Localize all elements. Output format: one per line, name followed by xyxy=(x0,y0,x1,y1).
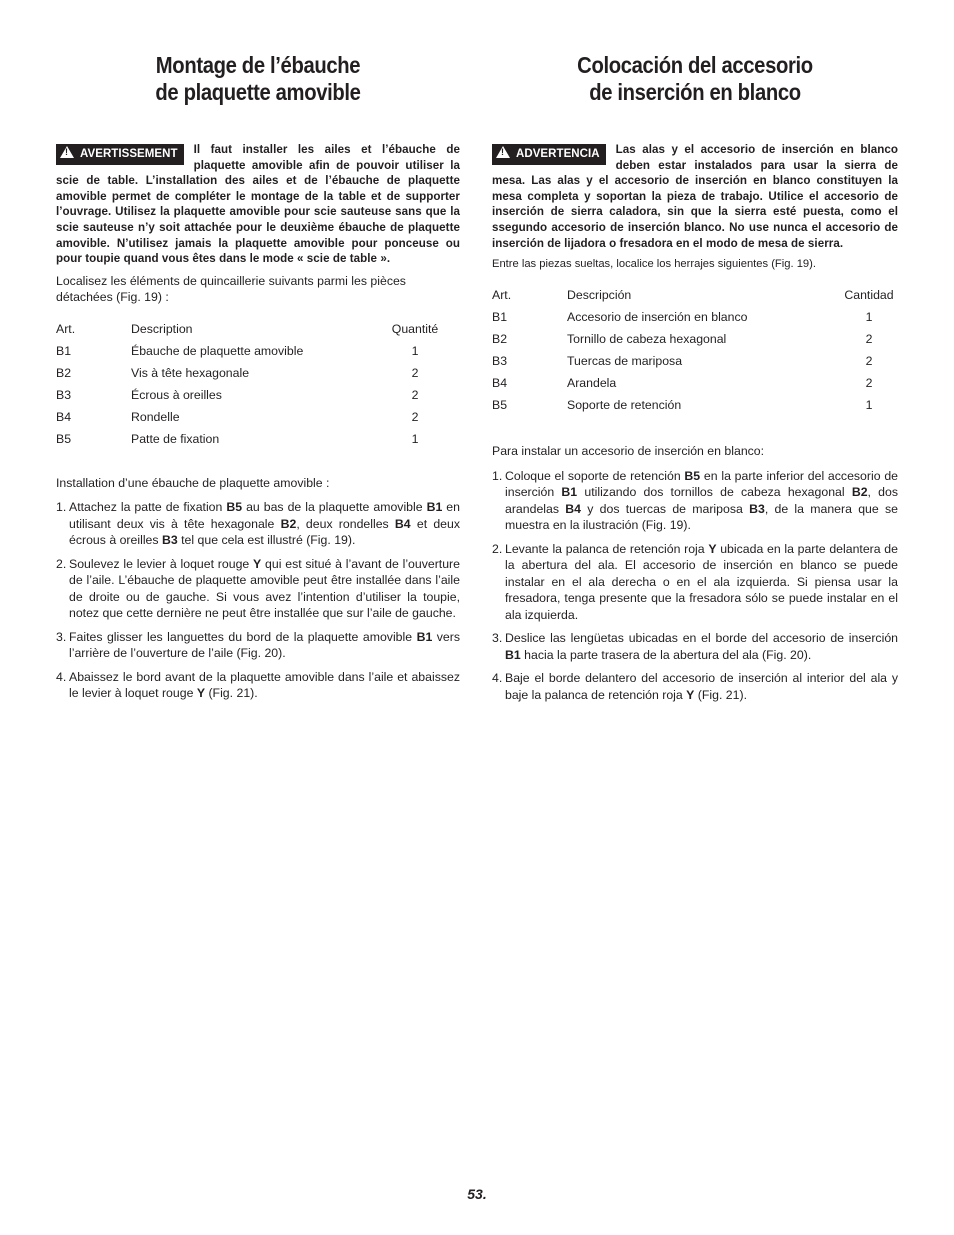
spanish-warning-badge xyxy=(492,144,606,165)
table-row xyxy=(492,306,898,328)
row-art: B3 xyxy=(56,387,72,402)
spanish-column xyxy=(492,52,898,710)
spanish-title-line1: Colocación del accesorio xyxy=(577,52,813,78)
french-column xyxy=(56,52,460,709)
list-item: 3. Deslice las lengüetas ubicadas en el borde del accesorio de inserción B1 hacia la parte trasera de la abertura del ala (Fig. 20). xyxy=(492,631,898,662)
list-item: 1. Attachez la patte de fixation B5 au bas de la plaquette amovible B1 en utilisant deux vis à tête hexagonale B2, deux rondelles B4 et deux écrous à oreilles B3 tel que cela est illustré (Fig. 19). xyxy=(56,500,460,548)
row-quantity: 2 xyxy=(411,409,419,424)
table-row xyxy=(492,328,898,350)
row-art: B5 xyxy=(492,398,508,413)
spanish-warning-text: Las alas y el accesorio de inserción en blanco deben estar instalados para usar la sierra de mesa. Las alas y el accesorio de inserción en blanco constituyen la mesa completa y soportan la pieza de trabajo. Utilice el accesorio de inserción de sierra caladora, sin que la sierra esté puesta, como el ssegundo accesorio de inserción blanco. No use nunca el accesorio de inserción de lijadora o fresadora en el modo de mesa de sierra. xyxy=(492,143,898,250)
french-install-intro: Installation d’une ébauche de plaquette amovible : xyxy=(56,475,330,490)
header-description: Descripción xyxy=(567,288,632,303)
spanish-install-intro: Para instalar un accesorio de inserción en blanco: xyxy=(492,444,765,459)
header-description: Description xyxy=(131,321,193,336)
french-steps xyxy=(56,499,460,702)
list-item: 2. Levante la palanca de retención roja Y ubicada en la parte delantera de la abertura del ala. El accesorio de inserción en blanco se puede instalar en el ala derecha o en el ala izquierda. Si piensa usar la fresadora, tenga presente que la fresadora sólo se puede instalar en el ala izquierda. xyxy=(492,541,898,622)
row-quantity: 2 xyxy=(865,332,873,347)
row-description: Accesorio de inserción en blanco xyxy=(567,310,748,325)
row-description: Ébauche de plaquette amovible xyxy=(131,343,304,358)
row-description: Écrous à oreilles xyxy=(131,387,222,402)
page-number: 53. xyxy=(467,1186,487,1202)
list-item: 4. Baje el borde delantero del accesorio de inserción al interior del ala y baje la palanca de retención roja Y (Fig. 21). xyxy=(492,671,898,702)
spanish-title-line2: de inserción en blanco xyxy=(589,79,801,105)
spanish-locate-text: Entre las piezas sueltas, localice los herrajes siguientes (Fig. 19). xyxy=(492,258,816,271)
table-row xyxy=(492,372,898,394)
list-item: 4. Abaissez le bord avant de la plaquette amovible dans l’aile et abaissez le levier à loquet rouge Y (Fig. 21). xyxy=(56,669,460,701)
french-title-line2: de plaquette amovible xyxy=(155,79,361,105)
french-warning-text: Il faut installer les ailes et l’ébauche de plaquette amovible afin de pouvoir utiliser la scie de table. L’installation des ailes et de l’ébauche de plaquette amovible permet de compléter le montage de la table et de supporter l’ouvrage. Utilisez la plaquette amovible pour scie sauteuse sans que la scie sauteuse n’y soit attachée pour le deuxième ébauche de plaquette amovible. N’utilisez jamais la plaquette amovible pour ponceuse ou pour toupie quand vous êtes dans le mode « scie de table ». xyxy=(56,143,460,266)
row-art: B4 xyxy=(56,409,72,424)
spanish-warning-label: ADVERTENCIA xyxy=(516,148,600,160)
header-quantity: Cantidad xyxy=(844,288,894,303)
row-description: Tornillo de cabeza hexagonal xyxy=(567,332,727,347)
row-quantity: 2 xyxy=(411,387,419,402)
table-row xyxy=(56,428,460,450)
row-art: B4 xyxy=(492,376,508,391)
row-description: Patte de fixation xyxy=(131,431,220,446)
french-parts-table xyxy=(56,318,460,450)
warning-triangle-icon xyxy=(60,146,74,158)
list-item: 2. Soulevez le levier à loquet rouge Y qui est situé à l’avant de l’ouverture de l’aile. L’ébauche de plaquette amovible peut être installée dans l’aile de droite ou de gauche. Si vous avez l’intention d’utiliser la toupie, notez que cette dernière ne peut être installée que sur l’aile de gauche. xyxy=(56,556,460,621)
spanish-steps xyxy=(492,468,898,704)
list-item: 1. Coloque el soporte de retención B5 en la parte inferior del accesorio de inserción B1 utilizando dos tornillos de cabeza hexagonal B2, dos arandelas B4 y dos tuercas de mariposa B3, de la manera que se muestra en la ilustración (Fig. 19). xyxy=(492,468,898,533)
french-warning-label: AVERTISSEMENT xyxy=(80,148,178,160)
row-quantity: 1 xyxy=(865,398,873,413)
header-quantity: Quantité xyxy=(391,321,439,336)
french-warning-badge xyxy=(56,144,184,165)
row-art: B5 xyxy=(56,431,72,446)
table-row xyxy=(56,340,460,362)
french-title xyxy=(80,52,436,134)
table-row xyxy=(492,394,898,416)
row-art: B2 xyxy=(56,365,72,380)
list-item: 3. Faites glisser les languettes du bord de la plaquette amovible B1 vers l’arrière de l’ouverture de l’aile (Fig. 20). xyxy=(56,629,460,661)
row-art: B2 xyxy=(492,332,508,347)
row-description: Tuercas de mariposa xyxy=(567,354,683,369)
warning-triangle-icon xyxy=(496,146,510,158)
french-warning xyxy=(56,142,460,267)
row-quantity: 2 xyxy=(865,354,873,369)
spanish-parts-table xyxy=(492,284,898,416)
table-row xyxy=(56,362,460,384)
row-description: Rondelle xyxy=(131,409,180,424)
french-locate-text: Localisez les éléments de quincaillerie suivants parmi les pièces détachées (Fig. 19) : xyxy=(56,273,406,305)
row-quantity: 2 xyxy=(865,376,873,391)
row-description: Soporte de retención xyxy=(567,398,682,413)
row-art: B1 xyxy=(56,343,72,358)
table-header-row xyxy=(56,318,460,340)
row-quantity: 1 xyxy=(865,310,873,325)
table-row xyxy=(56,384,460,406)
row-quantity: 1 xyxy=(411,431,419,446)
spanish-title xyxy=(516,52,873,134)
row-description: Arandela xyxy=(567,376,617,391)
row-art: B1 xyxy=(492,310,508,325)
row-description: Vis à tête hexagonale xyxy=(131,365,250,380)
row-quantity: 2 xyxy=(411,365,419,380)
header-art: Art. xyxy=(492,288,512,303)
table-header-row xyxy=(492,284,898,306)
spanish-warning xyxy=(492,142,898,251)
row-quantity: 1 xyxy=(411,343,419,358)
french-title-line1: Montage de l’ébauche xyxy=(155,52,361,78)
header-art: Art. xyxy=(56,321,76,336)
row-art: B3 xyxy=(492,354,508,369)
table-row xyxy=(56,406,460,428)
table-row xyxy=(492,350,898,372)
